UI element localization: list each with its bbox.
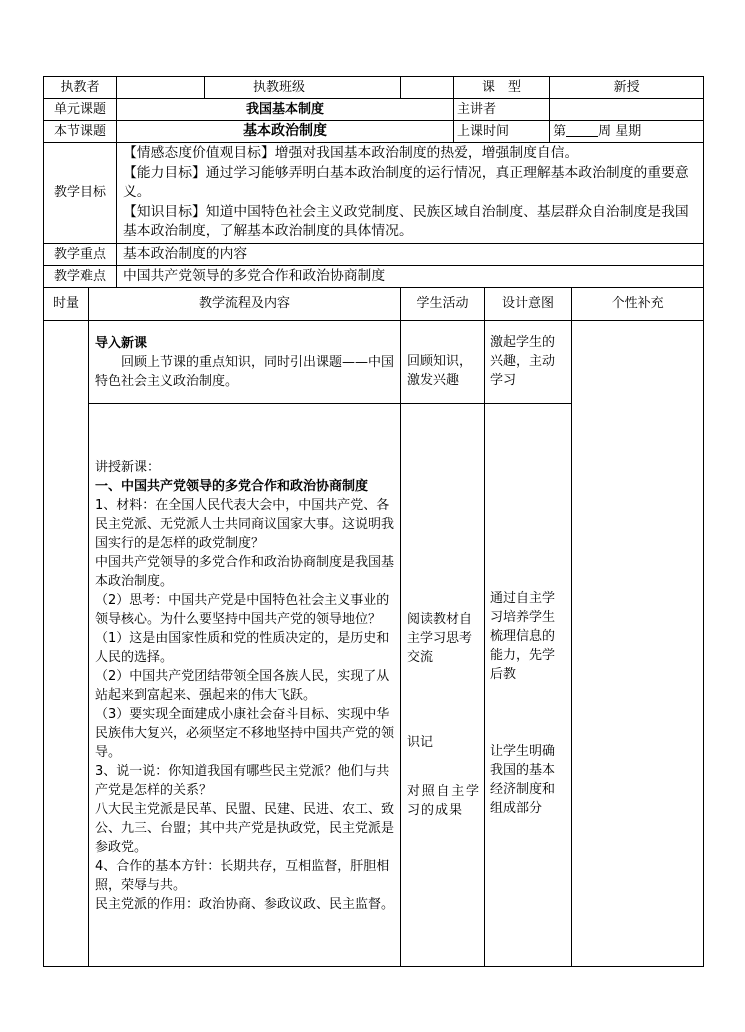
lesson-label: 本节课题	[44, 121, 117, 143]
column-header-row	[44, 287, 704, 320]
type-label: 课 型	[454, 77, 550, 99]
lesson-para-9: 4、合作的基本方针：长期共存，互相监督，肝胆相照，荣辱与共。	[95, 858, 390, 893]
type-value: 新授	[550, 77, 704, 99]
key-point-row	[44, 243, 704, 265]
intro-row	[44, 320, 704, 403]
lesson-plan-table	[43, 76, 704, 967]
goal-knowledge: 【知识目标】知道中国特色社会主义政党制度、民族区域自治制度、基层群众自治制度是我国基本政治制度，了解基本政治制度的具体情况。	[123, 203, 689, 239]
col-design: 设计意图	[485, 287, 572, 320]
lesson-para-3: （2）思考：中国共产党是中国特色社会主义事业的领导核心。为什么要坚持中国共产党的领导地位？	[95, 592, 390, 627]
key-point-label: 教学重点	[44, 243, 117, 265]
teacher-label: 执教者	[44, 77, 117, 99]
intro-title: 导入新课	[95, 335, 148, 351]
goals-label: 教学目标	[44, 143, 117, 244]
lesson-activity	[401, 403, 485, 966]
header-row-1	[44, 77, 704, 99]
col-flow: 教学流程及内容	[89, 287, 401, 320]
unit-label: 单元课题	[44, 99, 117, 121]
teacher-value	[117, 77, 205, 99]
supplement-cell	[572, 320, 704, 966]
time-suffix: 周 星期	[598, 124, 642, 139]
col-time: 时量	[44, 287, 89, 320]
intro-design-text: 激起学生的兴趣，主动学习	[490, 335, 556, 388]
class-label: 执教班级	[205, 77, 401, 99]
speaker-label: 主讲者	[454, 99, 550, 121]
lesson-para-4: （1）这是由国家性质和党的性质决定的，是历史和人民的选择。	[95, 630, 390, 665]
goals-row	[44, 143, 704, 244]
intro-content: 回顾上节课的重点知识，同时引出课题——中国特色社会主义政治制度。	[95, 354, 395, 389]
lesson-para-2: 中国共产党领导的多党合作和政治协商制度是我国基本政治制度。	[95, 554, 395, 589]
week-blank	[566, 123, 598, 137]
design-understand: 让学生明确我国的基本经济制度和组成部分	[490, 743, 556, 816]
difficulty-label: 教学难点	[44, 265, 117, 287]
class-value	[401, 77, 454, 99]
intro-activity-text: 回顾知识，激发兴趣	[407, 354, 473, 388]
lesson-design	[485, 403, 572, 966]
speaker-value	[550, 99, 704, 121]
intro-activity	[401, 320, 485, 403]
goal-emotion: 【情感态度价值观目标】增强对我国基本政治制度的热爱，增强制度自信。	[123, 145, 579, 161]
lesson-para-1: 1、材料：在全国人民代表大会中，中国共产党、各民主党派、无党派人士共同商议国家大事。这说明我国实行的是怎样的政党制度？	[95, 497, 395, 551]
unit-value: 我国基本制度	[117, 99, 454, 121]
time-label: 上课时间	[454, 121, 550, 143]
lesson-para-6: （3）要实现全面建成小康社会奋斗目标、实现中华民族伟大复兴，必须坚定不移地坚持中国共产党的领导。	[95, 706, 395, 760]
lesson-para-5: （2）中国共产党团结带领全国各族人民，实现了从站起来到富起来、强起来的伟大飞跃。	[95, 668, 390, 703]
lesson-flow	[89, 403, 401, 966]
intro-design	[485, 320, 572, 403]
activity-reading: 阅读教材自主学习思考交流	[407, 611, 473, 665]
col-supplement: 个性补充	[572, 287, 704, 320]
header-row-2	[44, 99, 704, 121]
difficulty-value: 中国共产党领导的多党合作和政治协商制度	[117, 265, 704, 287]
lesson-para-7: 3、说一说：你知道我国有哪些民主党派？他们与共产党是怎样的关系？	[95, 763, 390, 798]
activity-memorize: 识记	[407, 734, 434, 750]
time-cell	[44, 320, 89, 966]
lesson-value: 基本政治制度	[117, 121, 454, 143]
lesson-para-8: 八大民主党派是民革、民盟、民建、民进、农工、致公、九三、台盟；其中共产党是执政党，民主党派是参政党。	[95, 801, 395, 855]
col-activity: 学生活动	[401, 287, 485, 320]
lesson-para-10: 民主党派的作用：政治协商、参政议政、民主监督。	[95, 896, 395, 912]
goals-content	[117, 143, 704, 244]
time-value	[550, 121, 704, 143]
header-row-3	[44, 121, 704, 143]
section-heading: 一、中国共产党领导的多党合作和政治协商制度	[95, 478, 369, 494]
design-self-study: 通过自主学习培养学生梳理信息的能力，先学后教	[490, 590, 556, 682]
intro-flow	[89, 320, 401, 403]
lesson-plan-page	[43, 76, 703, 967]
key-point-value: 基本政治制度的内容	[117, 243, 704, 265]
goal-ability: 【能力目标】通过学习能够弄明白基本政治制度的运行情况，真正理解基本政治制度的重要意义。	[123, 164, 689, 200]
time-prefix: 第	[553, 124, 567, 139]
difficulty-row	[44, 265, 704, 287]
lesson-intro: 讲授新课：	[95, 459, 161, 475]
activity-compare: 对照自主学习的成果	[407, 783, 481, 818]
